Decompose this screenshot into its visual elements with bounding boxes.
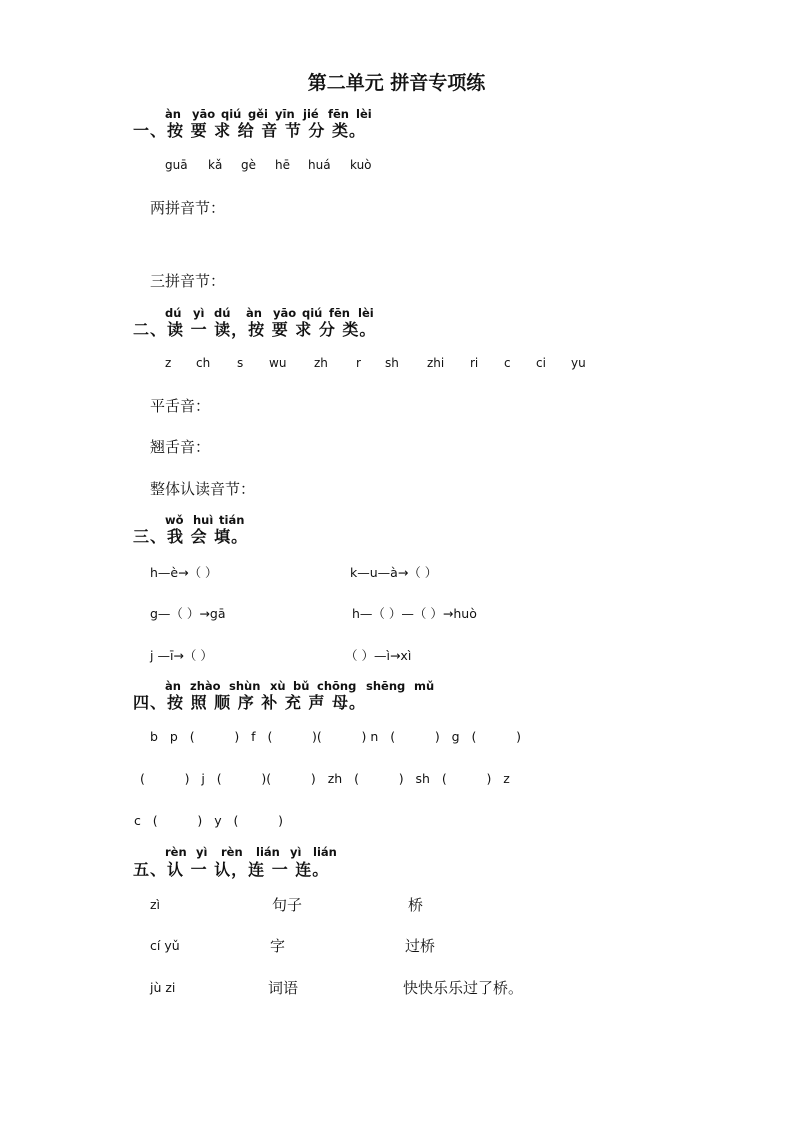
pinyin-annotation: mǔ: [414, 679, 435, 693]
syllable: ci: [536, 356, 546, 370]
pinyin-annotation: lèi: [356, 107, 372, 121]
match-phrase: 快快乐乐过了桥。: [403, 979, 524, 997]
syllable: z: [165, 356, 172, 370]
pinyin-annotation: yīn: [275, 107, 295, 121]
syllable: huá: [308, 158, 331, 172]
syllable: gè: [241, 158, 256, 172]
syllable: r: [356, 356, 361, 370]
match-pinyin: jù zi: [150, 980, 176, 995]
pinyin-annotation: bǔ: [293, 679, 310, 693]
syllable: sh: [385, 356, 399, 370]
pinyin-annotation: tián: [219, 513, 245, 527]
pinyin-annotation: shùn: [229, 679, 261, 693]
page-title: 第二单元 拼音专项练: [307, 72, 486, 94]
section-heading: 二、读 一 读，按 要 求 分 类。: [133, 320, 377, 339]
initials-sequence-line: c ( ) y ( ): [134, 813, 284, 828]
fill-exercise: h—è→（ ）: [150, 565, 218, 580]
pinyin-annotation: qiú: [302, 306, 323, 320]
match-phrase: 桥: [408, 896, 424, 914]
match-word: 句子: [272, 896, 303, 914]
pinyin-annotation: yì: [290, 845, 302, 859]
match-pinyin: cí yǔ: [150, 938, 180, 953]
pinyin-annotation: lèi: [358, 306, 374, 320]
fill-exercise: j —ī→（ ）: [150, 648, 213, 663]
label-curled-tongue: 翘舌音：: [150, 438, 211, 456]
syllable: guā: [165, 158, 188, 172]
section-heading: 一、按 要 求 给 音 节 分 类。: [133, 121, 366, 140]
label-two-syllable: 两拼音节：: [150, 199, 226, 217]
section-heading: 三、我 会 填。: [133, 527, 249, 546]
match-pinyin: zì: [150, 897, 161, 912]
syllable: wu: [269, 356, 287, 370]
syllable: c: [504, 356, 511, 370]
pinyin-annotation: dú: [214, 306, 231, 320]
pinyin-annotation: dú: [165, 306, 182, 320]
syllable: ri: [470, 356, 479, 370]
section-heading: 五、认 一 认，连 一 连。: [133, 860, 330, 879]
label-three-syllable: 三拼音节：: [150, 272, 226, 290]
pinyin-annotation: rèn: [221, 845, 243, 859]
pinyin-annotation: fēn: [329, 306, 350, 320]
match-phrase: 过桥: [405, 937, 436, 955]
syllable: kuò: [350, 158, 372, 172]
syllable: zh: [314, 356, 328, 370]
pinyin-annotation: rèn: [165, 845, 187, 859]
pinyin-annotation: huì: [193, 513, 214, 527]
syllable: kǎ: [208, 158, 223, 172]
pinyin-annotation: lián: [313, 845, 337, 859]
pinyin-annotation: qiú: [221, 107, 242, 121]
section-heading: 四、按 照 顺 序 补 充 声 母。: [133, 693, 366, 712]
syllable: yu: [571, 356, 586, 370]
pinyin-annotation: yì: [193, 306, 205, 320]
pinyin-annotation: yì: [196, 845, 208, 859]
fill-exercise: g—（ ）→gā: [150, 606, 226, 621]
pinyin-annotation: shēng: [366, 679, 406, 693]
syllable: ch: [196, 356, 211, 370]
pinyin-annotation: gěi: [248, 107, 268, 121]
label-whole-syllable: 整体认读音节：: [150, 480, 256, 498]
pinyin-annotation: xù: [270, 679, 286, 693]
pinyin-annotation: àn: [165, 679, 181, 693]
label-flat-tongue: 平舌音：: [150, 397, 211, 415]
match-word: 词语: [268, 979, 299, 997]
syllable: hē: [275, 158, 290, 172]
pinyin-annotation: àn: [165, 107, 181, 121]
match-word: 字: [270, 937, 286, 955]
pinyin-annotation: wǒ: [165, 513, 184, 527]
pinyin-annotation: àn: [246, 306, 262, 320]
pinyin-annotation: lián: [256, 845, 280, 859]
pinyin-annotation: jié: [303, 107, 319, 121]
initials-sequence-line: b p ( ) f ( )( ) n ( ) g ( ): [150, 729, 521, 744]
fill-exercise: （ ）—ì→xì: [345, 648, 412, 663]
pinyin-annotation: yāo: [273, 306, 297, 320]
syllable: zhi: [427, 356, 445, 370]
fill-exercise: k—u—à→（ ）: [350, 565, 438, 580]
pinyin-annotation: yāo: [192, 107, 216, 121]
syllable: s: [237, 356, 244, 370]
pinyin-annotation: fēn: [328, 107, 349, 121]
pinyin-annotation: chōng: [317, 679, 357, 693]
pinyin-annotation: zhào: [190, 679, 221, 693]
initials-sequence-line: ( ) j ( )( ) zh ( ) sh ( ) z: [140, 771, 510, 786]
fill-exercise: h—（ ）—（ ）→huò: [352, 606, 477, 621]
